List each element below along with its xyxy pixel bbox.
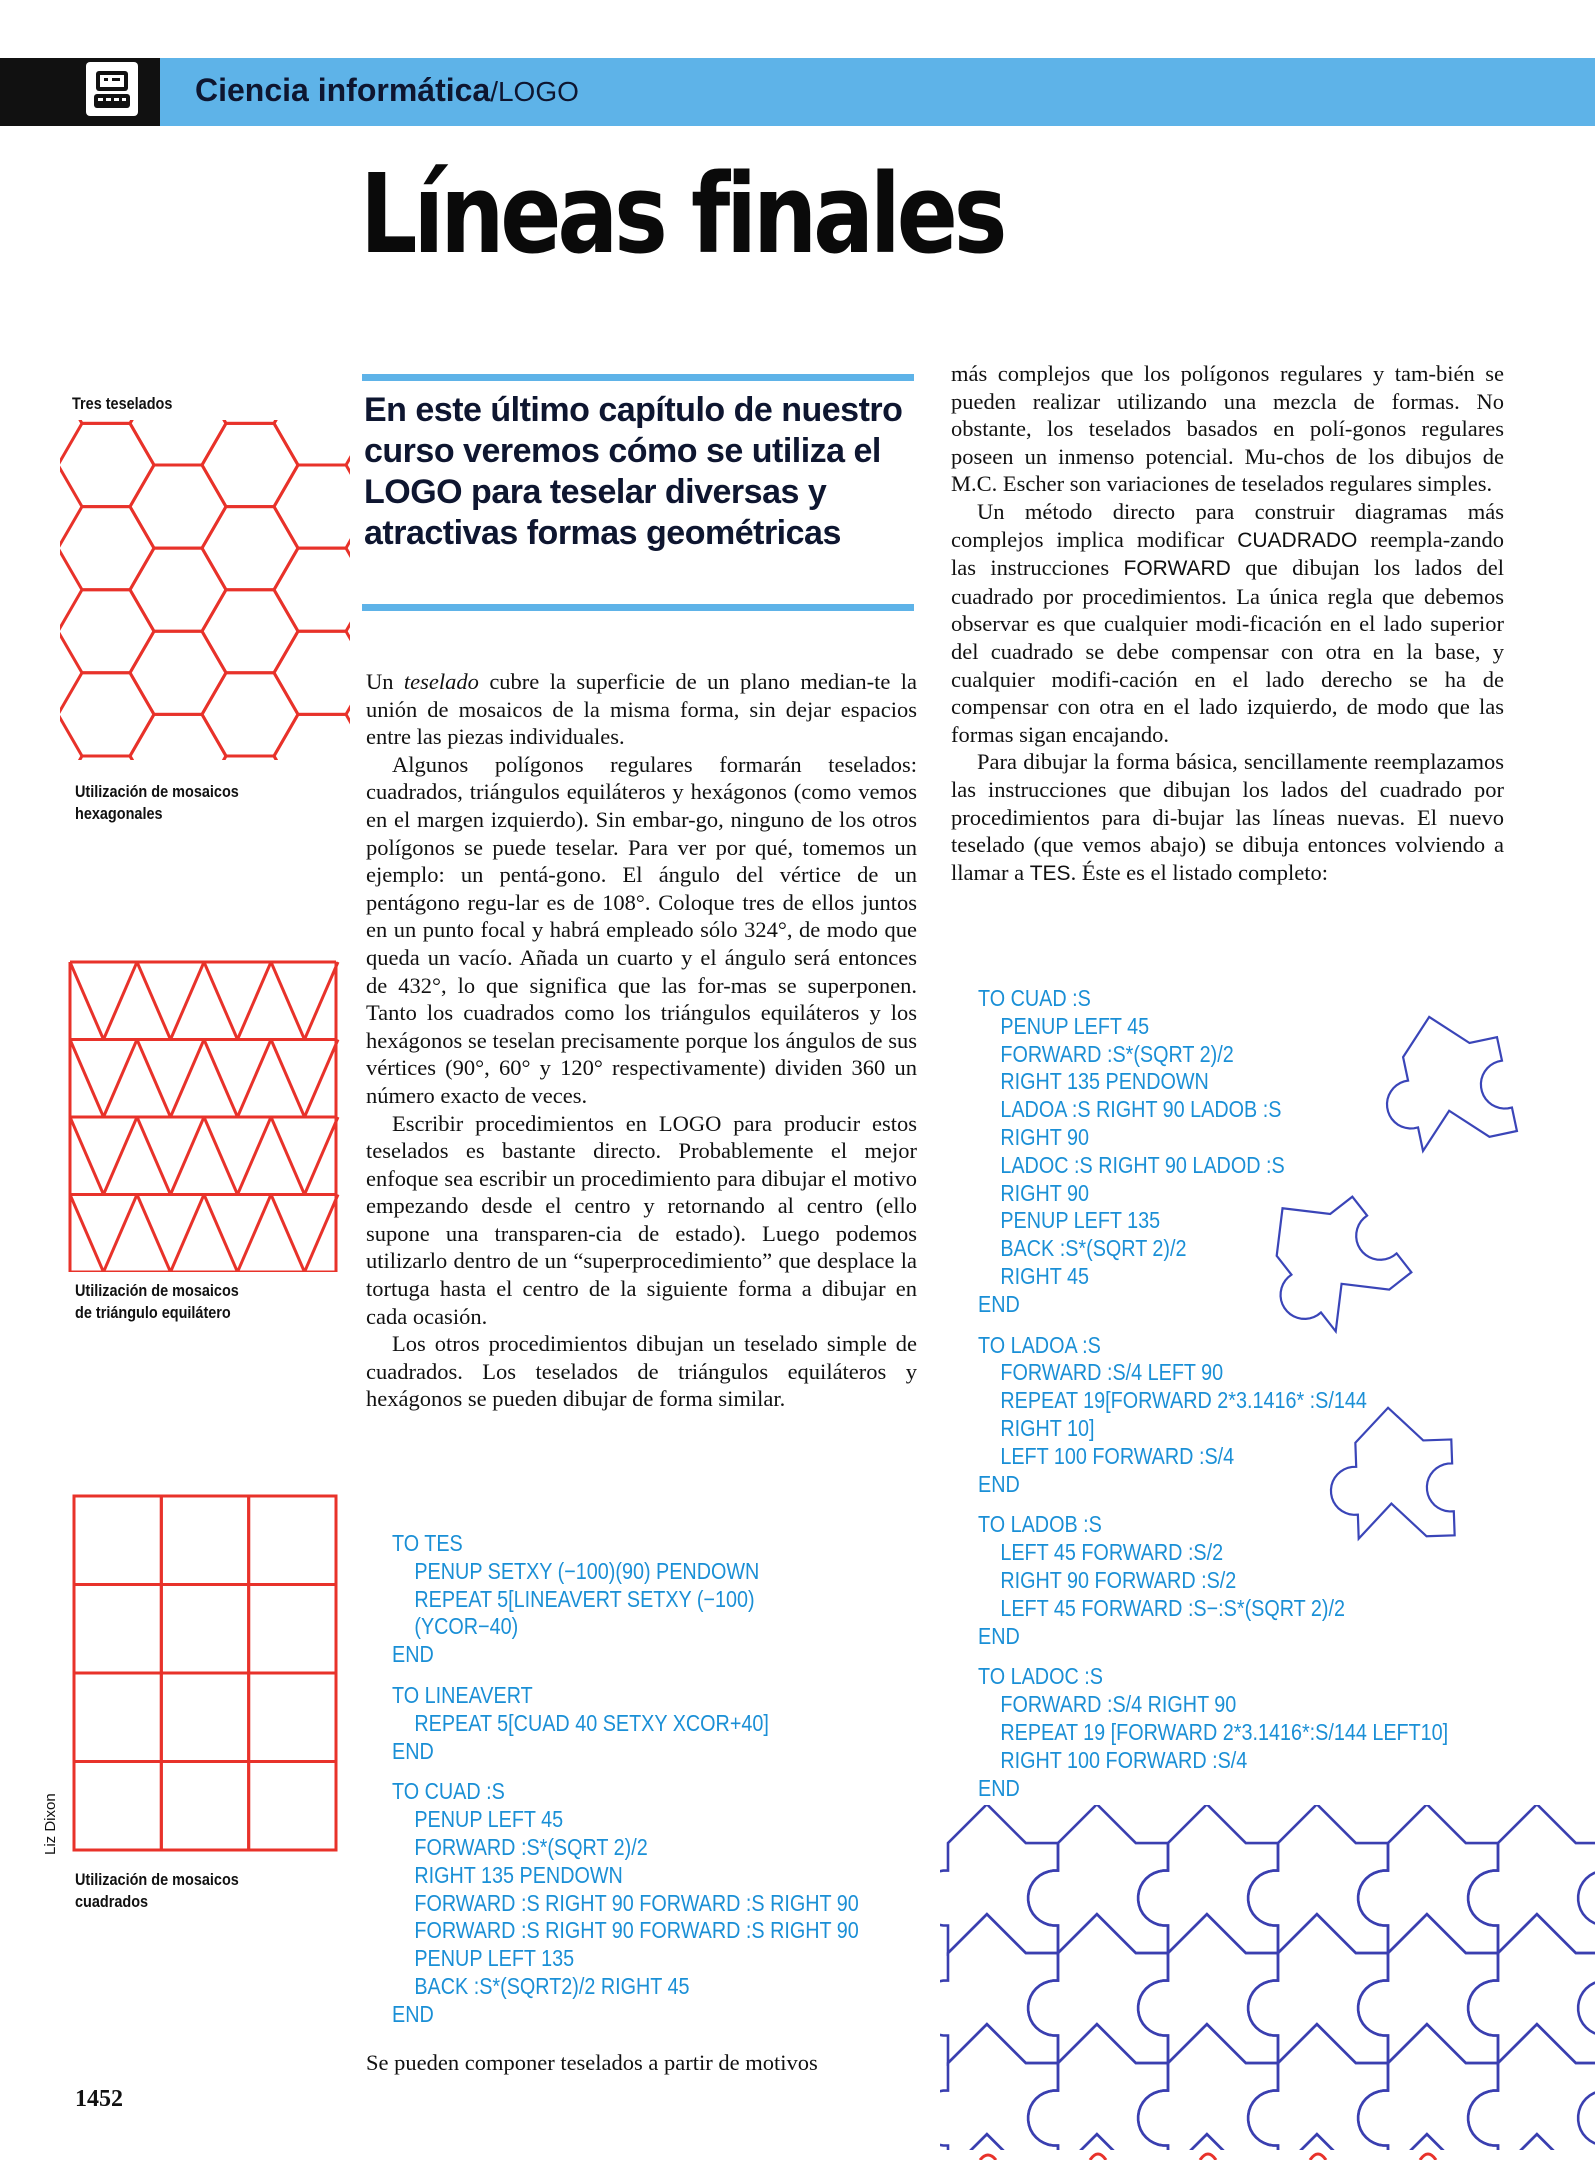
puzzle-tile xyxy=(1468,2134,1595,2160)
puzzle-tessellation-figure xyxy=(940,1805,1595,2160)
square-tile xyxy=(249,1496,336,1585)
triangle-edge xyxy=(70,962,104,1040)
code-line: END xyxy=(392,1737,434,1764)
triangle-edge xyxy=(305,962,339,1040)
triangle-edge xyxy=(104,962,138,1040)
hexagon-tile xyxy=(202,507,298,590)
code-line: TO LADOC :S xyxy=(978,1663,1103,1690)
code-line: LEFT 45 FORWARD :S/2 xyxy=(1000,1539,1224,1566)
triangle-edge xyxy=(70,1117,104,1195)
triangle-edge xyxy=(271,962,305,1040)
hexagon-tile xyxy=(60,507,154,590)
triangle-edge xyxy=(204,962,238,1040)
code-line: REPEAT 5[CUAD 40 SETXY XCOR+40] xyxy=(414,1709,769,1736)
column-1-text xyxy=(366,668,917,1413)
triangle-edge xyxy=(305,1040,339,1118)
triangle-edge xyxy=(238,962,272,1040)
square-tile xyxy=(249,1762,336,1851)
paragraph: Se pueden componer teselados a partir de motivos xyxy=(366,2050,818,2075)
hexagon-tile xyxy=(202,423,298,506)
code-line: END xyxy=(392,1641,434,1668)
puzzle-piece xyxy=(1376,1010,1517,1156)
triangle-edge xyxy=(104,1195,138,1273)
paragraph: Para dibujar la forma básica, sencillamente reemplazamos las instrucciones que dibujan los lados del cuadrado por procedimientos para di-bujar las líneas nuevas. El nuevo teselado (que vemos abajo) se dibuja entonces volviendo a llamar a TES. Éste es el listado completo: xyxy=(951,749,1504,885)
square-tile xyxy=(249,1585,336,1674)
intro-bottom-rule xyxy=(362,604,914,611)
code-line: RIGHT 10] xyxy=(1000,1414,1095,1441)
column-2-text xyxy=(951,360,1504,887)
code-listing-1 xyxy=(392,1530,859,2042)
code-line: FORWARD :S*(SQRT 2)/2 xyxy=(1000,1040,1234,1067)
code-line: REPEAT 19[FORWARD 2*3.1416* :S/144 xyxy=(1000,1387,1367,1414)
hexagon-tile xyxy=(60,423,154,506)
hexagon-tile xyxy=(274,548,350,631)
square-tile xyxy=(161,1673,248,1762)
triangle-edge xyxy=(137,1040,171,1118)
code-line: PENUP SETXY (−100)(90) PENDOWN xyxy=(414,1557,760,1584)
hexagon-tile xyxy=(202,756,298,770)
paragraph: Un teselado cubre la superficie de un plano median-te la unión de mosaicos de la misma forma, sin dejar espacios entre las piezas individuales. xyxy=(366,669,918,750)
intro-top-rule xyxy=(362,374,914,381)
square-tile xyxy=(74,1673,161,1762)
code-line: TO LINEAVERT xyxy=(392,1681,533,1708)
square-tessellation-figure xyxy=(72,1494,338,1852)
code-line: RIGHT 100 FORWARD :S/4 xyxy=(1000,1746,1248,1773)
triangle-caption: Utilización de mosaicos de triángulo equilátero xyxy=(75,1281,239,1322)
computer-icon xyxy=(92,68,132,110)
code-line: RIGHT 90 xyxy=(1000,1179,1090,1206)
hexagon-tile xyxy=(274,465,350,548)
puzzle-tile xyxy=(1468,1914,1595,2063)
hexagon-tile xyxy=(274,631,350,714)
square-tile xyxy=(161,1496,248,1585)
code-block xyxy=(978,1663,1448,1802)
hexagon-tile xyxy=(130,420,226,465)
triangle-edge xyxy=(171,1040,205,1118)
paragraph: Los otros procedimientos dibujan un teselado simple de cuadrados. Los teselados de triángulos equiláteros y hexágonos se pueden dibujar de forma similar. xyxy=(366,1331,917,1412)
code-line: LADOA :S RIGHT 90 LADOB :S xyxy=(1000,1096,1282,1123)
paragraph: más complejos que los polígonos regulares y tam-bién se pueden realizar utilizando una mezcla de formas. No obstante, los teselados basados en polí-gonos regulares poseen un inmenso potencial. Mu-chos de los dibujos de M.C. Escher son variaciones de teselados regulares simples. xyxy=(951,361,1504,497)
code-line: RIGHT 45 xyxy=(1000,1262,1090,1289)
figures-caption: Tres teselados xyxy=(72,394,173,413)
code-line: BACK :S*(SQRT 2)/2 xyxy=(1000,1235,1187,1262)
code-line: FORWARD :S/4 RIGHT 90 xyxy=(1000,1691,1237,1718)
hexagon-caption: Utilización de mosaicos hexagonales xyxy=(75,782,239,823)
code-line: END xyxy=(978,1470,1020,1497)
hexagon-tile xyxy=(274,420,350,465)
section-subtitle: /LOGO xyxy=(490,76,579,107)
triangle-edge xyxy=(70,1040,104,1118)
hexagon-tile xyxy=(60,756,154,770)
square-tile xyxy=(161,1585,248,1674)
code-line: TO LADOA :S xyxy=(978,1331,1101,1358)
puzzle-tile xyxy=(1468,1805,1595,1953)
puzzle-motif-3 xyxy=(1316,1400,1494,1578)
triangle-edge xyxy=(104,1117,138,1195)
hexagon-tile xyxy=(60,590,154,673)
triangle-edge xyxy=(137,1117,171,1195)
code-line: RIGHT 90 FORWARD :S/2 xyxy=(1000,1566,1237,1593)
code-line: TO TES xyxy=(392,1530,463,1556)
code-line: END xyxy=(392,2000,434,2027)
intro-text: En este último capítulo de nuestro curso veremos cómo se utiliza el LOGO para teselar diversas y atractivas formas geométricas xyxy=(364,391,903,552)
code-line: FORWARD :S*(SQRT 2)/2 xyxy=(414,1833,648,1860)
puzzle-tile xyxy=(940,1914,1058,2063)
triangle-edge xyxy=(137,1195,171,1273)
code-line: PENUP LEFT 45 xyxy=(414,1806,564,1833)
code-line: PENUP LEFT 135 xyxy=(1000,1207,1161,1234)
code-block xyxy=(392,1530,859,1669)
paragraph: Algunos polígonos regulares formarán teselados: cuadrados, triángulos equiláteros y hexágonos (como vemos en el margen izquierdo). Sin embar-go, ninguno de los otros polígonos se puede teselar. Para ver por qué, tomemos un ejemplo: un pentá-gono. El ángulo del vértice de un pentágono regu-lar es de 108°. Coloque tres de ellos juntos en un punto focal y habrá empleado sólo 324°, de modo que queda un vacío. Añada un cuarto y el ángulo será entonces de 432°, lo que significa que las for-mas se superponen. Tanto los cuadrados como los triángulos equiláteros y los hexágonos se teselan precisamente porque los ángulos de sus vértices (90°, 60° y 120° respectivamente) dividen 360 un número exacto de veces. xyxy=(366,751,917,1108)
hexagon-tile xyxy=(130,714,226,770)
code-line: TO LADOB :S xyxy=(978,1511,1102,1538)
code-line: BACK :S*(SQRT2)/2 RIGHT 45 xyxy=(414,1972,690,1999)
hexagon-tile xyxy=(202,673,298,756)
section-title: Ciencia informática/LOGO xyxy=(195,72,579,108)
puzzle-piece xyxy=(1328,1406,1454,1540)
code-line: REPEAT 19 [FORWARD 2*3.1416*:S/144 LEFT10] xyxy=(1000,1718,1449,1745)
triangle-edge xyxy=(171,1195,205,1273)
page-title: Líneas finales xyxy=(360,150,1004,278)
hexagon-tile xyxy=(274,714,350,770)
code-block xyxy=(392,1778,859,2028)
triangle-edge xyxy=(238,1195,272,1273)
triangle-edge xyxy=(238,1117,272,1195)
hexagon-tile xyxy=(130,631,226,714)
code-line: PENUP LEFT 45 xyxy=(1000,1012,1150,1039)
hexagon-tessellation-figure xyxy=(60,420,350,770)
triangle-edge xyxy=(204,1117,238,1195)
hexagon-tile xyxy=(202,590,298,673)
code-block xyxy=(392,1682,859,1765)
code-line: REPEAT 5[LINEAVERT SETXY (−100) xyxy=(414,1585,755,1612)
triangle-tessellation-figure xyxy=(68,960,340,1272)
puzzle-tile xyxy=(940,2134,1058,2160)
puzzle-tile xyxy=(940,1805,1058,1953)
code-line: FORWARD :S/4 LEFT 90 xyxy=(1000,1359,1224,1386)
triangle-edge xyxy=(238,1040,272,1118)
column-1-tail xyxy=(366,2049,917,2077)
code-line: END xyxy=(978,1290,1020,1317)
puzzle-motif-2 xyxy=(1258,1178,1430,1350)
triangle-edge xyxy=(171,962,205,1040)
hexagon-tile xyxy=(130,465,226,548)
square-tile xyxy=(74,1496,161,1585)
code-line: LEFT 100 FORWARD :S/4 xyxy=(1000,1442,1235,1469)
triangle-edge xyxy=(204,1040,238,1118)
triangle-edge xyxy=(305,1117,339,1195)
code-line: RIGHT 135 PENDOWN xyxy=(1000,1068,1209,1095)
code-line: TO CUAD :S xyxy=(392,1778,505,1805)
square-tile xyxy=(74,1585,161,1674)
hexagon-tile xyxy=(60,673,154,756)
code-line: FORWARD :S RIGHT 90 FORWARD :S RIGHT 90 xyxy=(414,1917,859,1944)
code-line: RIGHT 135 PENDOWN xyxy=(414,1861,623,1888)
code-line: TO CUAD :S xyxy=(978,985,1091,1011)
paragraph: Un método directo para construir diagramas más complejos implica modificar CUADRADO reempla-zando las instrucciones FORWARD que dibujan los lados del cuadrado por procedimientos. La única regla que debemos observar es que cualquier modi-ficación en el lado superior del cuadrado se debe compensar con otra en la base, y cualquier modifi-cación en el lado derecho se ha de compensar con otra en el lado izquierdo, de modo que las formas sigan encajando. xyxy=(951,498,1504,747)
triangle-edge xyxy=(137,962,171,1040)
code-line: RIGHT 90 xyxy=(1000,1123,1090,1150)
code-line: LADOC :S RIGHT 90 LADOD :S xyxy=(1000,1151,1285,1178)
triangle-edge xyxy=(104,1040,138,1118)
paragraph: Escribir procedimientos en LOGO para producir estos teselados es bastante directo. Probablemente el mejor enfoque sea escribir un procedimiento para dibujar el motivo empezando desde el centro y retornando al centro (ello supone una transparen-cia de estado). Luego podemos utilizarlo dentro de un “superprocedimiento” que desplace la tortuga hasta el centro de la siguiente forma a dibujar en cada ocasión. xyxy=(366,1110,917,1329)
puzzle-piece xyxy=(1258,1178,1411,1347)
triangle-edge xyxy=(271,1195,305,1273)
puzzle-motif-1 xyxy=(1376,1010,1544,1178)
code-line: PENUP LEFT 135 xyxy=(414,1945,575,1972)
square-tile xyxy=(249,1673,336,1762)
code-line: LEFT 45 FORWARD :S−:S*(SQRT 2)/2 xyxy=(1000,1594,1345,1621)
triangle-edge xyxy=(171,1117,205,1195)
square-caption: Utilización de mosaicos cuadrados xyxy=(75,1870,239,1911)
triangle-edge xyxy=(70,1195,104,1273)
triangle-edge xyxy=(271,1117,305,1195)
square-tile xyxy=(161,1762,248,1851)
code-line: FORWARD :S RIGHT 90 FORWARD :S RIGHT 90 xyxy=(414,1889,859,1916)
code-line: END xyxy=(978,1622,1020,1649)
triangle-edge xyxy=(204,1195,238,1273)
page-number: 1452 xyxy=(75,2086,123,2112)
photo-credit: Liz Dixon xyxy=(42,1793,59,1855)
triangle-edge xyxy=(271,1040,305,1118)
hexagon-tile xyxy=(130,548,226,631)
code-line: END xyxy=(978,1774,1020,1801)
triangle-edge xyxy=(305,1195,339,1273)
code-line: (YCOR−40) xyxy=(414,1613,519,1640)
square-tile xyxy=(74,1762,161,1851)
